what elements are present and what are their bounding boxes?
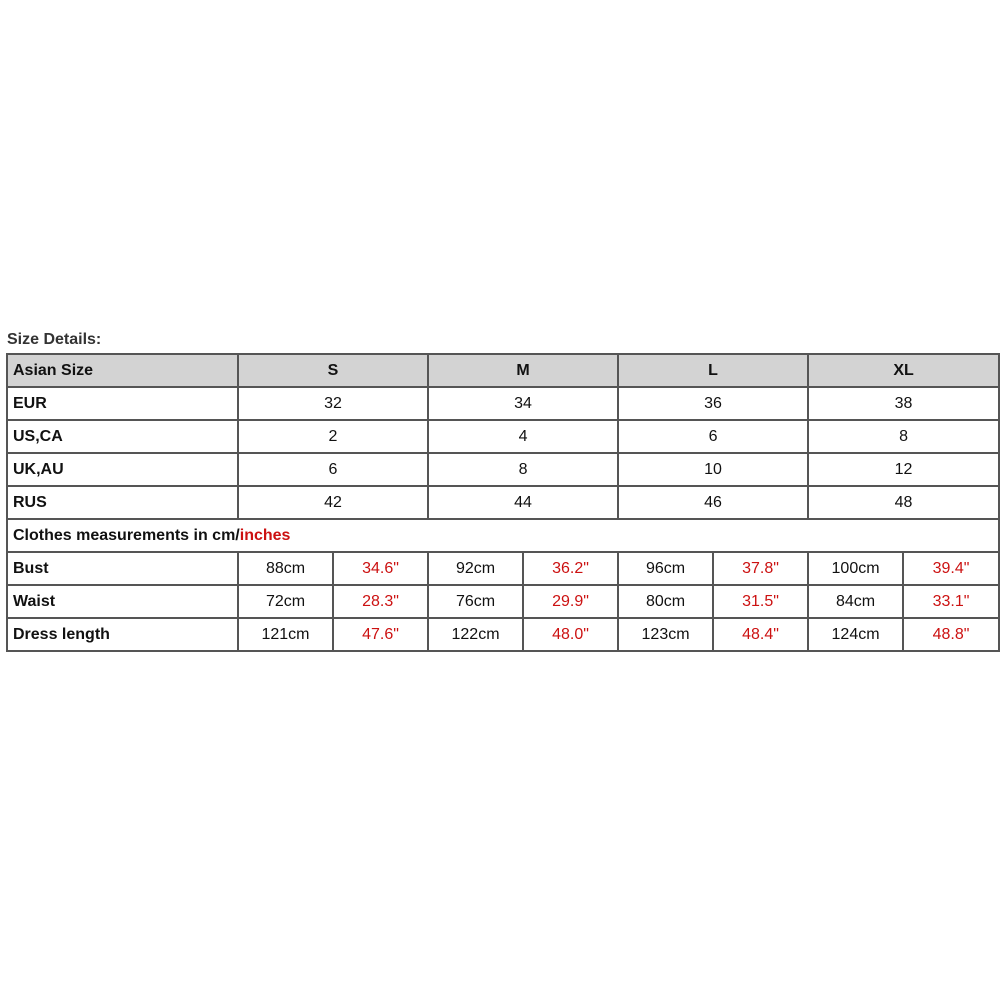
size-value: 34 (428, 387, 618, 420)
size-header-s: S (238, 354, 428, 387)
size-value: 36 (618, 387, 808, 420)
inch-value: 31.5" (713, 585, 808, 618)
inch-value: 33.1" (903, 585, 999, 618)
cm-value: 92cm (428, 552, 523, 585)
measure-row-waist (7, 585, 999, 618)
size-row-eur (7, 387, 999, 420)
size-value: 32 (238, 387, 428, 420)
size-value: 6 (238, 453, 428, 486)
inch-value: 28.3" (333, 585, 428, 618)
size-value: 6 (618, 420, 808, 453)
cm-value: 96cm (618, 552, 713, 585)
row-label: Waist (7, 585, 238, 618)
measure-row-bust (7, 552, 999, 585)
size-value: 8 (428, 453, 618, 486)
measure-row-dress-length (7, 618, 999, 651)
size-header-l: L (618, 354, 808, 387)
cm-value: 122cm (428, 618, 523, 651)
size-value: 10 (618, 453, 808, 486)
row-label: Dress length (7, 618, 238, 651)
row-label: UK,AU (7, 453, 238, 486)
inch-value: 34.6" (333, 552, 428, 585)
row-label: US,CA (7, 420, 238, 453)
cm-value: 80cm (618, 585, 713, 618)
cm-value: 88cm (238, 552, 333, 585)
size-value: 2 (238, 420, 428, 453)
row-label: RUS (7, 486, 238, 519)
size-value: 42 (238, 486, 428, 519)
inch-value: 48.0" (523, 618, 618, 651)
cm-value: 76cm (428, 585, 523, 618)
inch-value: 29.9" (523, 585, 618, 618)
cm-value: 124cm (808, 618, 903, 651)
size-header-m: M (428, 354, 618, 387)
size-value: 44 (428, 486, 618, 519)
inch-value: 48.4" (713, 618, 808, 651)
inch-value: 48.8" (903, 618, 999, 651)
measurements-section-row (7, 519, 999, 552)
size-row-rus (7, 486, 999, 519)
section-prefix: Clothes measurements in cm/ (13, 526, 240, 544)
size-row-uk-au (7, 453, 999, 486)
row-label: EUR (7, 387, 238, 420)
size-details-caption: Size Details: (7, 331, 102, 348)
cm-value: 72cm (238, 585, 333, 618)
measurements-section-title (7, 519, 999, 552)
inch-value: 47.6" (333, 618, 428, 651)
inch-value: 39.4" (903, 552, 999, 585)
header-label: Asian Size (7, 354, 238, 387)
size-value: 38 (808, 387, 999, 420)
size-row-us-ca (7, 420, 999, 453)
cm-value: 84cm (808, 585, 903, 618)
cm-value: 121cm (238, 618, 333, 651)
size-chart-table (6, 353, 1000, 652)
size-header-xl: XL (808, 354, 999, 387)
cm-value: 100cm (808, 552, 903, 585)
inch-value: 36.2" (523, 552, 618, 585)
row-label: Bust (7, 552, 238, 585)
section-inches-highlight: inches (239, 526, 291, 544)
inch-value: 37.8" (713, 552, 808, 585)
size-value: 12 (808, 453, 999, 486)
cm-value: 123cm (618, 618, 713, 651)
size-value: 48 (808, 486, 999, 519)
header-row (7, 354, 999, 387)
size-value: 4 (428, 420, 618, 453)
size-value: 46 (618, 486, 808, 519)
size-value: 8 (808, 420, 999, 453)
